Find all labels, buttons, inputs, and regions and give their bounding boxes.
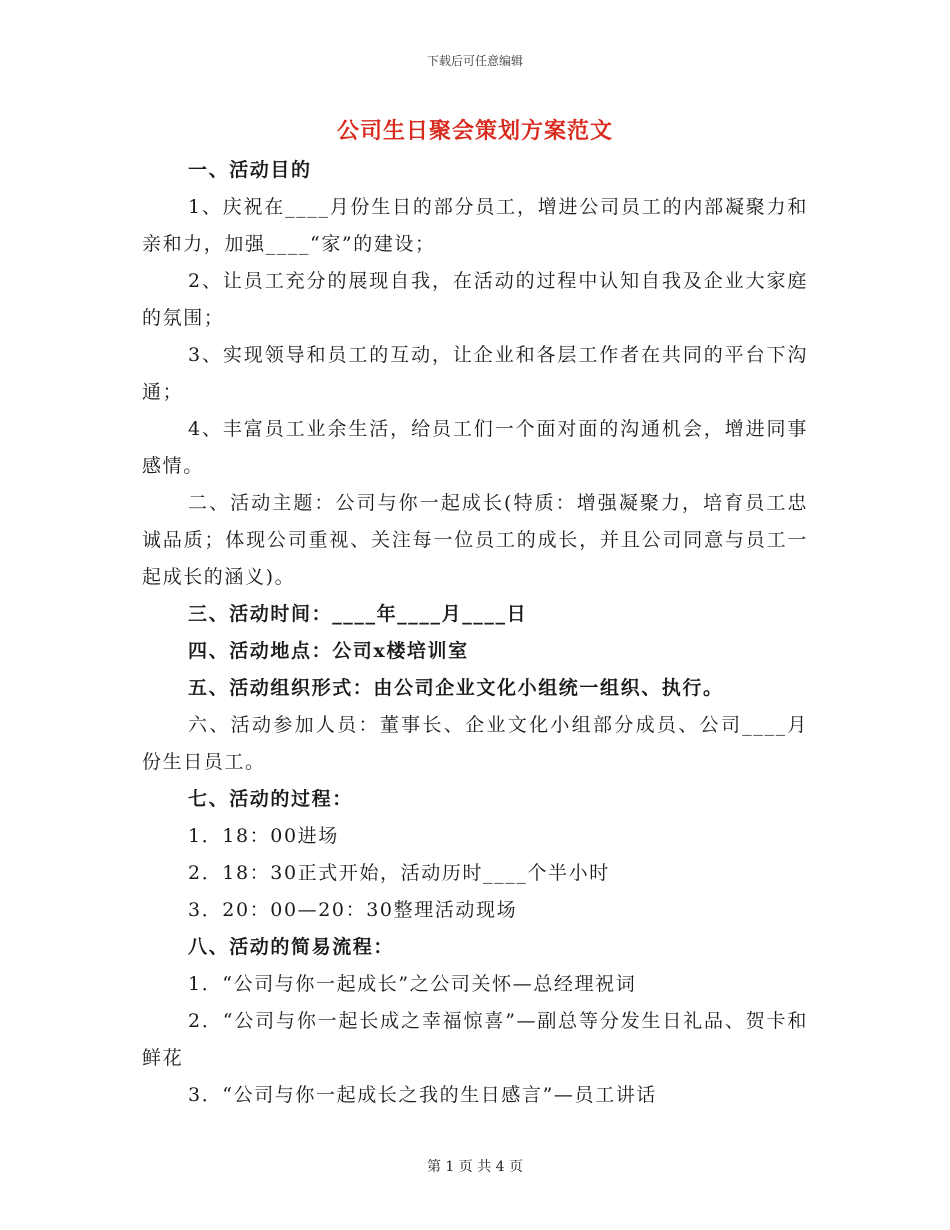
paragraph: 八、活动的简易流程： (188, 936, 395, 958)
paragraph: 1．18：00进场 (188, 825, 339, 847)
paragraph: 三、活动时间：____年____月____日 (188, 603, 528, 625)
document-title: 公司生日聚会策划方案范文 (336, 118, 613, 144)
paragraph: 4、丰富员工业余生活，给员工们一个面对面的沟通机会，增进同事感情。 (142, 418, 808, 477)
document-body (142, 152, 808, 1114)
paragraph: 2．18：30正式开始，活动历时____个半小时 (188, 862, 610, 884)
paragraph: 1．“公司与你一起成长”之公司关怀—总经理祝词 (188, 973, 637, 995)
paragraph: 3、实现领导和员工的互动，让企业和各层工作者在共同的平台下沟通； (142, 344, 808, 403)
paragraph: 3．20：00—20：30整理活动现场 (188, 899, 518, 921)
paragraph: 七、活动的过程： (188, 788, 353, 810)
paragraph: 五、活动组织形式：由公司企业文化小组统一组织、执行。 (188, 677, 724, 699)
paragraph: 2．“公司与你一起长成之幸福惊喜”—副总等分发生日礼品、贺卡和鲜花 (142, 1010, 808, 1069)
paragraph: 2、让员工充分的展现自我，在活动的过程中认知自我及企业大家庭的氛围； (142, 270, 808, 329)
paragraph: 六、活动参加人员：董事长、企业文化小组部分成员、公司____月份生日员工。 (142, 714, 808, 773)
paragraph: 四、活动地点：公司x楼培训室 (188, 640, 469, 662)
paragraph: 1、庆祝在____月份生日的部分员工，增进公司员工的内部凝聚力和亲和力，加强____“家”的建设； (142, 196, 808, 255)
paragraph: 一、活动目的 (188, 159, 312, 181)
page-number-footer: 第 1 页 共 4 页 (426, 1159, 524, 1175)
paragraph: 3．“公司与你一起成长之我的生日感言”—员工讲话 (188, 1084, 657, 1106)
page-header-note: 下载后可任意编辑 (426, 54, 523, 68)
paragraph: 二、活动主题：公司与你一起成长(特质：增强凝聚力，培育员工忠诚品质；体现公司重视、关注每一位员工的成长，并且公司同意与员工一起成长的涵义)。 (142, 492, 808, 588)
